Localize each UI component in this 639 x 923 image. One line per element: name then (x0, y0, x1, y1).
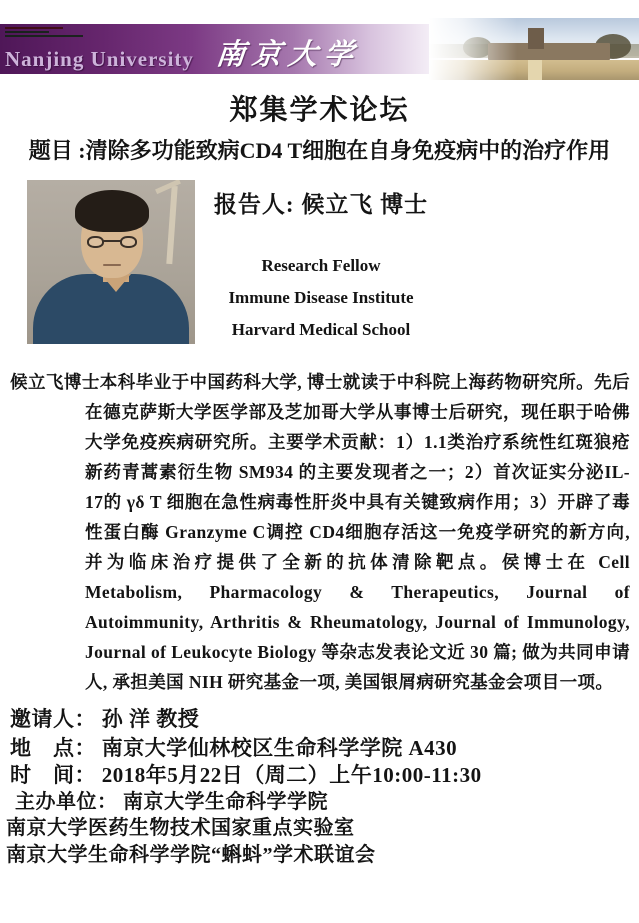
event-details (6, 703, 639, 869)
photo-background-lamp (166, 186, 177, 264)
time-line: 时 间： 2018年5月22日（周二）上午10:00-11:30 (10, 763, 482, 787)
university-banner (0, 18, 639, 80)
location-line: 地 点： 南京大学仙林校区生命科学学院 A430 (10, 736, 458, 760)
person-glasses (87, 236, 137, 250)
person-mouth (103, 264, 121, 266)
speaker-info (195, 180, 447, 346)
university-name-zh: 南京大学 (214, 39, 362, 71)
organizer-line-2: 南京大学医药生物技术国家重点实验室 (6, 817, 355, 839)
speaker-section (0, 180, 639, 346)
campus-photo-image (429, 18, 639, 80)
forum-title: 郑集学术论坛 (229, 95, 410, 126)
campus-fade-overlay (429, 18, 639, 80)
university-name-en: Nanjing University (5, 47, 194, 71)
organizer-line-3: 南京大学生命科学学院“蝌蚪”学术联谊会 (6, 844, 376, 866)
organizer-line-1: 主办单位： 南京大学生命科学学院 (15, 791, 328, 813)
topic-line: 题目 :清除多功能致病CD4 T细胞在自身免疫病中的治疗作用 (28, 138, 611, 163)
speaker-affiliation-3: Harvard Medical School (231, 320, 411, 339)
speaker-name-line: 报告人: 候立飞 博士 (213, 192, 429, 217)
speaker-affiliation-1: Research Fellow (261, 256, 381, 275)
person-hair (75, 190, 149, 232)
speaker-bio: 候立飞博士本科毕业于中国药科大学, 博士就读于中科院上海药物研究所。先后在德克萨斯大学医学部及芝加哥大学从事博士后研究，现任职于哈佛大学免疫疾病研究所。主要学术贡献：1）1.1类治疗系统性红斑狼疮新药青蒿素衍生物 SM934 的主要发现者之一；2）首次证实分泌IL-17的 γδ T 细胞在急性病毒性肝炎中具有关键致病作用；3）开辟了毒性蛋白酶 Granzyme C调控 CD4细胞存活这一免疫学研究的新方向, 并为临床治疗提供了全新的抗体清除靶点。侯博士在 Cell Metabolism, Pharmacology & Therapeutics, Journal of Autoimmunity, Arthritis & Rheumatology, Journal of Immunology, Journal of Leukocyte Biology 等杂志发表论文近 30 篇; 做为共同申请人, 承担美国 NIH 研究基金一项, 美国银屑病研究基金会项目一项。 (10, 372, 630, 692)
speaker-photo (27, 180, 195, 344)
banner-microtext-lines (5, 27, 83, 39)
inviter-line: 邀请人： 孙 洋 教授 (10, 707, 200, 731)
speaker-affiliation-2: Immune Disease Institute (228, 288, 414, 307)
seminar-poster (0, 18, 639, 923)
